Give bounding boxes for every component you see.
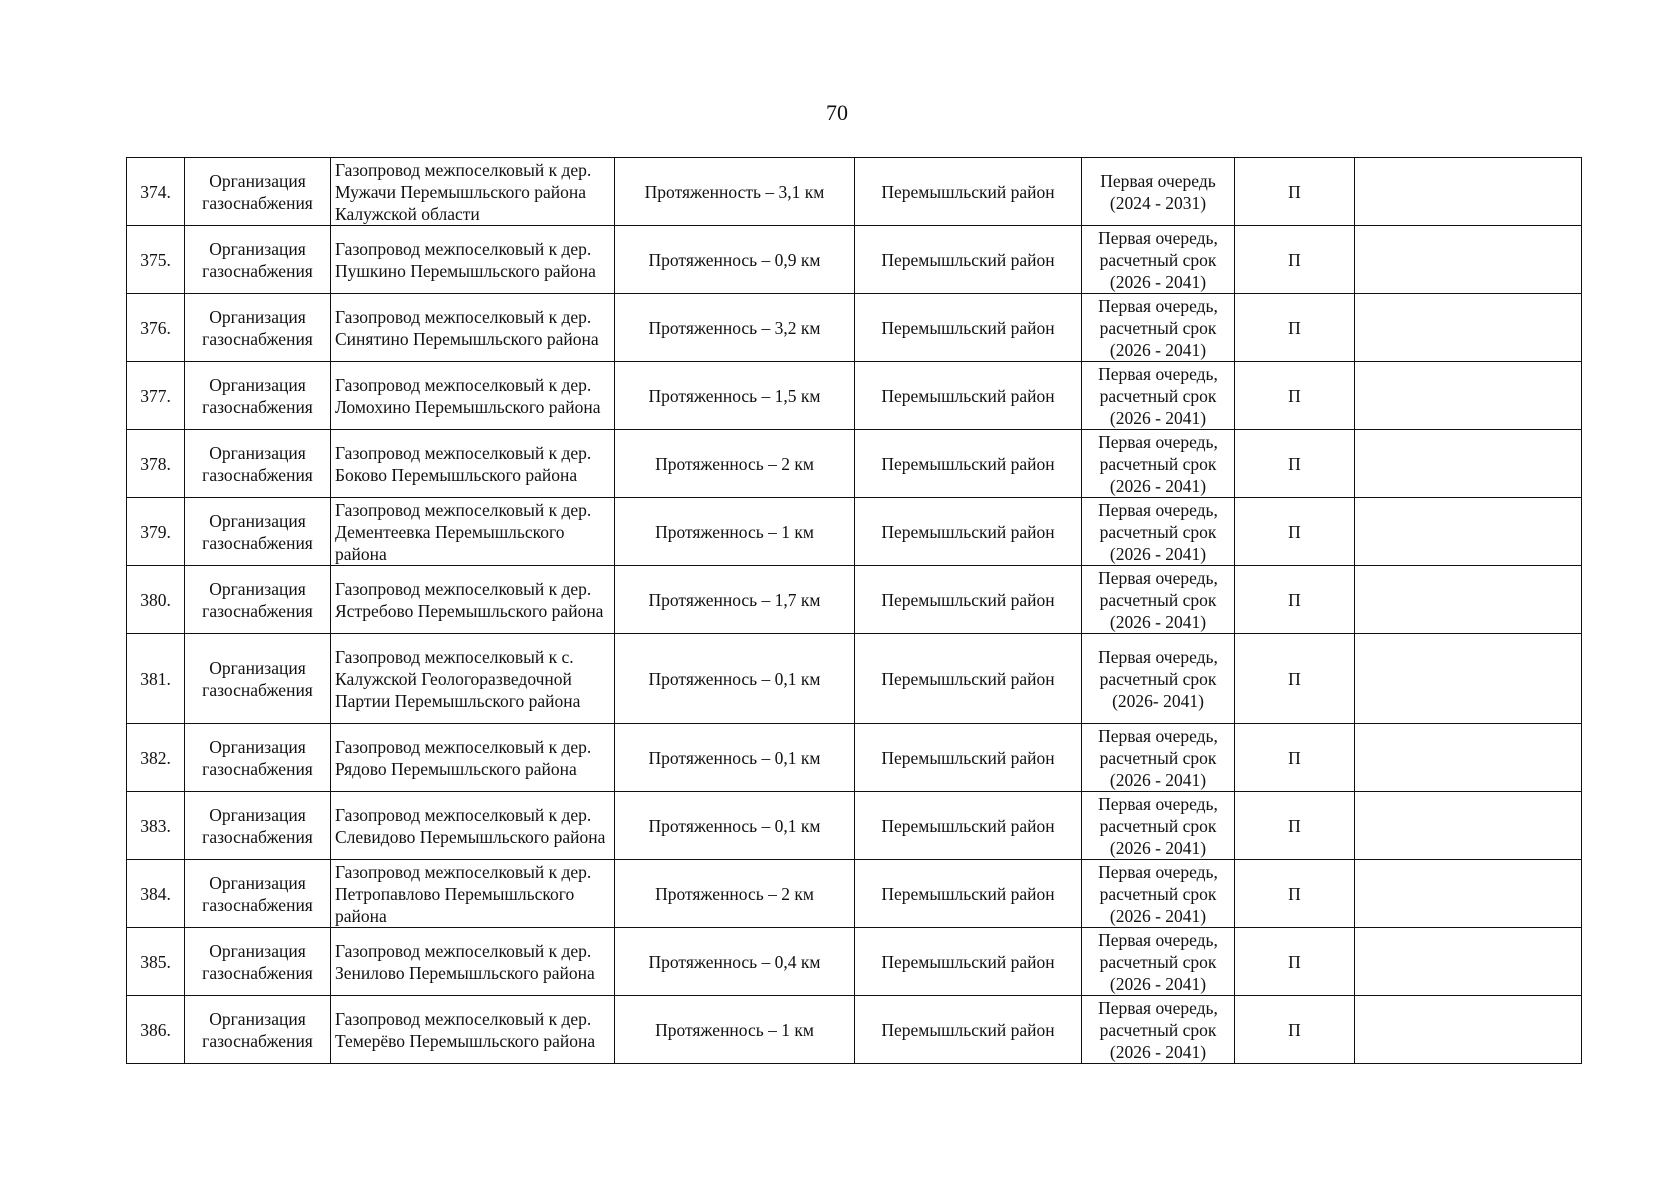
organization-cell	[185, 996, 331, 1064]
page-number: 70	[826, 100, 848, 125]
stage-cell	[1082, 634, 1235, 724]
row-number-cell: 377.	[127, 362, 185, 430]
row-number-cell: 385.	[127, 928, 185, 996]
stage-line: Первая очередь	[1100, 170, 1216, 191]
organization-cell	[185, 294, 331, 362]
row-number-cell: 374.	[127, 158, 185, 226]
organization-cell	[185, 860, 331, 928]
row-number-cell: 382.	[127, 724, 185, 792]
length-cell: Протяженнось – 0,1 км	[615, 792, 855, 860]
stage-cell	[1082, 792, 1235, 860]
row-number-cell: 376.	[127, 294, 185, 362]
organization-cell	[185, 724, 331, 792]
stage-line: (2026 - 2041)	[1109, 973, 1207, 994]
organization-line: газоснабжения	[202, 894, 313, 915]
length-cell: Протяженнось – 2 км	[615, 430, 855, 498]
stage-line: Первая очередь,	[1098, 431, 1218, 452]
row-number-cell: 380.	[127, 566, 185, 634]
object-cell: Газопровод межпоселковый к дер. Мужачи Перемышльского района Калужской области	[331, 158, 615, 226]
organization-line: газоснабжения	[202, 260, 313, 281]
district-cell: Перемышльский район	[855, 634, 1082, 724]
stage-line: Первая очередь,	[1098, 725, 1218, 746]
stage-line: расчетный срок	[1099, 668, 1217, 689]
stage-cell	[1082, 226, 1235, 294]
length-cell: Протяженнось – 1,5 км	[615, 362, 855, 430]
stage-line: (2026 - 2041)	[1109, 475, 1207, 496]
stage-line: (2026 - 2041)	[1109, 339, 1207, 360]
table-row	[127, 566, 1582, 634]
table-row	[127, 996, 1582, 1064]
organization-line: Организация	[209, 306, 306, 327]
mark-cell: П	[1235, 928, 1355, 996]
table-row	[127, 362, 1582, 430]
organization-line: газоснабжения	[202, 192, 313, 213]
stage-line: расчетный срок	[1099, 521, 1217, 542]
length-cell: Протяженнось – 0,1 км	[615, 724, 855, 792]
stage-line: Первая очередь,	[1098, 567, 1218, 588]
row-number-cell: 381.	[127, 634, 185, 724]
mark-cell: П	[1235, 860, 1355, 928]
district-cell: Перемышльский район	[855, 498, 1082, 566]
stage-cell	[1082, 294, 1235, 362]
stage-line: Первая очередь,	[1098, 861, 1218, 882]
organization-line: газоснабжения	[202, 328, 313, 349]
mark-cell: П	[1235, 996, 1355, 1064]
length-cell: Протяженнось – 0,1 км	[615, 634, 855, 724]
stage-line: Первая очередь,	[1098, 499, 1218, 520]
stage-line: Первая очередь,	[1098, 793, 1218, 814]
object-cell: Газопровод межпоселковый к дер. Темерёво Перемышльского района	[331, 996, 615, 1064]
organization-line: газоснабжения	[202, 1030, 313, 1051]
stage-line: (2024 - 2031)	[1109, 192, 1207, 213]
stage-line: расчетный срок	[1099, 883, 1217, 904]
length-cell: Протяженнось – 1 км	[615, 498, 855, 566]
table-row	[127, 928, 1582, 996]
district-cell: Перемышльский район	[855, 294, 1082, 362]
stage-cell	[1082, 724, 1235, 792]
empty-cell	[1355, 158, 1582, 226]
stage-line: расчетный срок	[1099, 385, 1217, 406]
organization-line: Организация	[209, 170, 306, 191]
empty-cell	[1355, 430, 1582, 498]
row-number-cell: 383.	[127, 792, 185, 860]
district-cell: Перемышльский район	[855, 724, 1082, 792]
row-number-cell: 379.	[127, 498, 185, 566]
organization-line: Организация	[209, 442, 306, 463]
stage-line: Первая очередь,	[1098, 646, 1218, 667]
stage-line: (2026 - 2041)	[1109, 1041, 1207, 1062]
mark-cell: П	[1235, 498, 1355, 566]
district-cell: Перемышльский район	[855, 792, 1082, 860]
empty-cell	[1355, 928, 1582, 996]
mark-cell: П	[1235, 158, 1355, 226]
district-cell: Перемышльский район	[855, 226, 1082, 294]
organization-line: газоснабжения	[202, 962, 313, 983]
stage-cell	[1082, 860, 1235, 928]
empty-cell	[1355, 566, 1582, 634]
organization-cell	[185, 226, 331, 294]
row-number-cell: 384.	[127, 860, 185, 928]
district-cell: Перемышльский район	[855, 928, 1082, 996]
empty-cell	[1355, 724, 1582, 792]
stage-line: расчетный срок	[1099, 249, 1217, 270]
organization-cell	[185, 430, 331, 498]
stage-cell	[1082, 430, 1235, 498]
stage-line: (2026 - 2041)	[1109, 905, 1207, 926]
empty-cell	[1355, 634, 1582, 724]
object-cell: Газопровод межпоселковый к дер. Рядово Перемышльского района	[331, 724, 615, 792]
stage-line: расчетный срок	[1099, 747, 1217, 768]
table-row	[127, 860, 1582, 928]
organization-line: газоснабжения	[202, 532, 313, 553]
stage-line: (2026 - 2041)	[1109, 769, 1207, 790]
organization-line: Организация	[209, 1008, 306, 1029]
table-row	[127, 792, 1582, 860]
table-row	[127, 724, 1582, 792]
organization-cell	[185, 362, 331, 430]
stage-line: расчетный срок	[1099, 317, 1217, 338]
table-body	[127, 158, 1582, 1064]
mark-cell: П	[1235, 362, 1355, 430]
organization-line: Организация	[209, 374, 306, 395]
stage-line: расчетный срок	[1099, 951, 1217, 972]
stage-line: Первая очередь,	[1098, 295, 1218, 316]
length-cell: Протяженнось – 1 км	[615, 996, 855, 1064]
table-row	[127, 430, 1582, 498]
organization-line: Организация	[209, 510, 306, 531]
length-cell: Протяженность – 3,1 км	[615, 158, 855, 226]
stage-line: расчетный срок	[1099, 453, 1217, 474]
length-cell: Протяженнось – 1,7 км	[615, 566, 855, 634]
stage-line: Первая очередь,	[1098, 929, 1218, 950]
table-row	[127, 226, 1582, 294]
object-cell: Газопровод межпоселковый к с. Калужской Геологоразведочной Партии Перемышльского района	[331, 634, 615, 724]
mark-cell: П	[1235, 430, 1355, 498]
organization-line: Организация	[209, 238, 306, 259]
gas-pipeline-table	[126, 157, 1582, 1064]
stage-line: Первая очередь,	[1098, 363, 1218, 384]
organization-line: газоснабжения	[202, 679, 313, 700]
district-cell: Перемышльский район	[855, 362, 1082, 430]
organization-cell	[185, 928, 331, 996]
object-cell: Газопровод межпоселковый к дер. Петропавлово Перемышльского района	[331, 860, 615, 928]
length-cell: Протяженнось – 0,4 км	[615, 928, 855, 996]
object-cell: Газопровод межпоселковый к дер. Дементеевка Перемышльского района	[331, 498, 615, 566]
mark-cell: П	[1235, 566, 1355, 634]
organization-cell	[185, 158, 331, 226]
table-row	[127, 498, 1582, 566]
stage-line: расчетный срок	[1099, 815, 1217, 836]
row-number-cell: 386.	[127, 996, 185, 1064]
length-cell: Протяженнось – 2 км	[615, 860, 855, 928]
organization-cell	[185, 498, 331, 566]
stage-cell	[1082, 566, 1235, 634]
stage-line: расчетный срок	[1099, 1019, 1217, 1040]
object-cell: Газопровод межпоселковый к дер. Зенилово Перемышльского района	[331, 928, 615, 996]
stage-cell	[1082, 996, 1235, 1064]
organization-line: газоснабжения	[202, 464, 313, 485]
empty-cell	[1355, 996, 1582, 1064]
object-cell: Газопровод межпоселковый к дер. Ломохино Перемышльского района	[331, 362, 615, 430]
empty-cell	[1355, 792, 1582, 860]
district-cell: Перемышльский район	[855, 566, 1082, 634]
row-number-cell: 378.	[127, 430, 185, 498]
object-cell: Газопровод межпоселковый к дер. Боково Перемышльского района	[331, 430, 615, 498]
mark-cell: П	[1235, 792, 1355, 860]
organization-line: газоснабжения	[202, 758, 313, 779]
table-row	[127, 158, 1582, 226]
object-cell: Газопровод межпоселковый к дер. Слевидово Перемышльского района	[331, 792, 615, 860]
stage-line: (2026 - 2041)	[1109, 543, 1207, 564]
district-cell: Перемышльский район	[855, 860, 1082, 928]
empty-cell	[1355, 498, 1582, 566]
stage-line: (2026 - 2041)	[1109, 837, 1207, 858]
table-row	[127, 294, 1582, 362]
stage-cell	[1082, 498, 1235, 566]
organization-line: газоснабжения	[202, 396, 313, 417]
object-cell: Газопровод межпоселковый к дер. Ястребово Перемышльского района	[331, 566, 615, 634]
organization-line: Организация	[209, 872, 306, 893]
stage-cell	[1082, 928, 1235, 996]
organization-cell	[185, 566, 331, 634]
stage-line: Первая очередь,	[1098, 227, 1218, 248]
stage-line: (2026- 2041)	[1112, 690, 1204, 711]
organization-line: Организация	[209, 940, 306, 961]
mark-cell: П	[1235, 294, 1355, 362]
empty-cell	[1355, 860, 1582, 928]
mark-cell: П	[1235, 724, 1355, 792]
stage-line: расчетный срок	[1099, 589, 1217, 610]
mark-cell: П	[1235, 226, 1355, 294]
empty-cell	[1355, 226, 1582, 294]
empty-cell	[1355, 294, 1582, 362]
organization-line: Организация	[209, 657, 306, 678]
district-cell: Перемышльский район	[855, 158, 1082, 226]
organization-line: Организация	[209, 736, 306, 757]
empty-cell	[1355, 362, 1582, 430]
stage-line: (2026 - 2041)	[1109, 271, 1207, 292]
length-cell: Протяженнось – 0,9 км	[615, 226, 855, 294]
stage-cell	[1082, 362, 1235, 430]
organization-line: Организация	[209, 804, 306, 825]
organization-line: Организация	[209, 578, 306, 599]
object-cell: Газопровод межпоселковый к дер. Синятино Перемышльского района	[331, 294, 615, 362]
table-row	[127, 634, 1582, 724]
object-cell: Газопровод межпоселковый к дер. Пушкино Перемышльского района	[331, 226, 615, 294]
organization-cell	[185, 634, 331, 724]
row-number-cell: 375.	[127, 226, 185, 294]
district-cell: Перемышльский район	[855, 430, 1082, 498]
stage-line: (2026 - 2041)	[1109, 407, 1207, 428]
stage-line: (2026 - 2041)	[1109, 611, 1207, 632]
stage-line: Первая очередь,	[1098, 997, 1218, 1018]
organization-cell	[185, 792, 331, 860]
organization-line: газоснабжения	[202, 600, 313, 621]
district-cell: Перемышльский район	[855, 996, 1082, 1064]
mark-cell: П	[1235, 634, 1355, 724]
stage-cell	[1082, 158, 1235, 226]
organization-line: газоснабжения	[202, 826, 313, 847]
length-cell: Протяженнось – 3,2 км	[615, 294, 855, 362]
